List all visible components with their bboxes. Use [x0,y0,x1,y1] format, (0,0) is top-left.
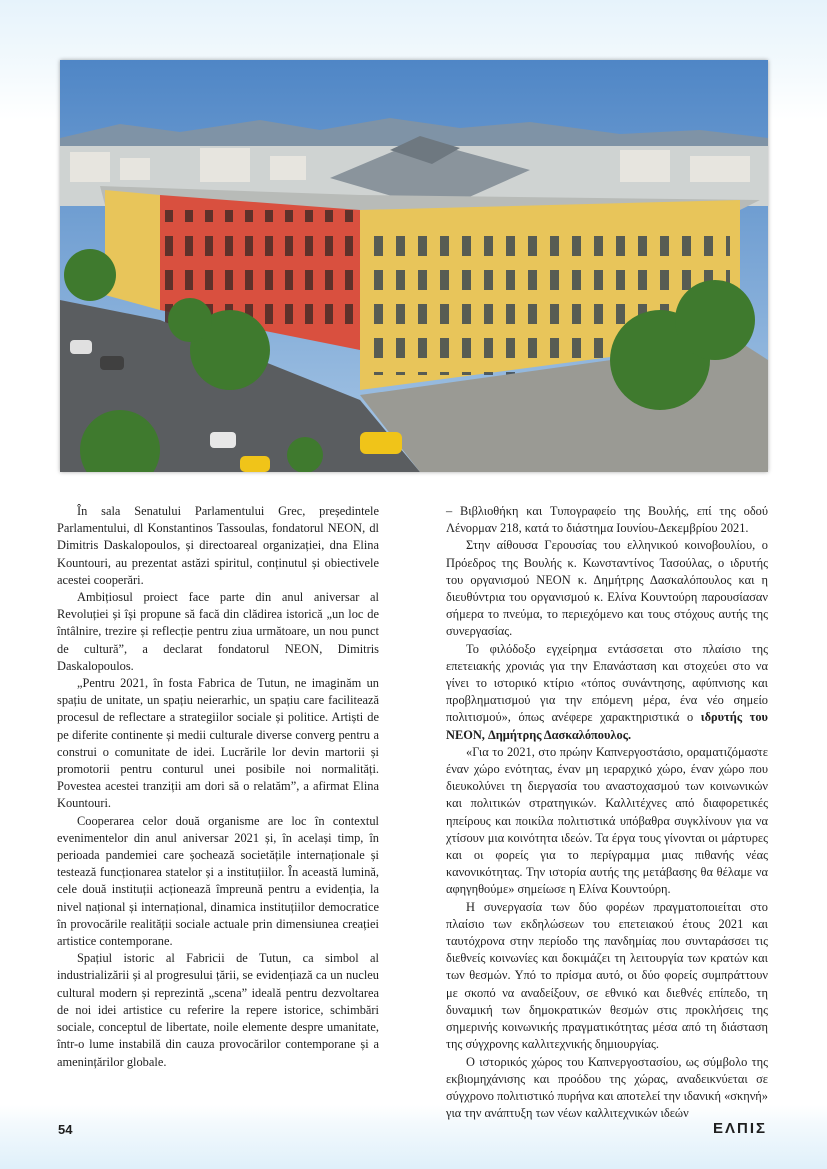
paragraph: „Pentru 2021, în fosta Fabrica de Tutun, ne imaginăm un spațiu de unitate, un spațiu neierarhic, un spațiu care facilitează procesul de reflectare a strategiilor sociale și politice. Artiști de pe diferite continente și medii culturale diverse converg pentru a construi o comunitate de idei. Lucrările lor devin martorii și promotorii pentru conturul unei posibile noi normalități. Povestea acestei tranziții am dori să o relatăm”, a afirmat Elina Kountouri. [57,676,379,811]
magazine-name: ΕΛΠΙΣ [712,1120,767,1137]
founder-name-bold: ιδρυτής του NEON, Δημήτρης Δασκαλόπουλος. [446,710,768,742]
paragraph: – Βιβλιοθήκη και Τυπογραφείο της Βουλής, επί της οδού Λένορμαν 218, κατά το διάστημα Ιουνίου-Δεκεμβρίου 2021. [446,504,768,536]
page-number: 54 [58,1122,73,1137]
paragraph: În sala Senatului Parlamentului Grec, președintele Parlamentului, dl Konstantinos Tassoulas, fondatorul NEON, dl Dimitris Daskalopoulos, și directoareal organizației, dna Elina Kountouri, au prezentat astăzi spiritul, conținutul și obiectivele acestei cooperări. [57,504,379,587]
paragraph: «Για το 2021, στο πρώην Καπνεργοστάσιο, οραματιζόμαστε έναν χώρο ενότητας, έναν μη ιεραρχικό χώρο, έναν χώρο που διευκολύνει τη διεργασία του αναστοχασμού των κοινωνικών και πολιτικών στρατηγικών. Καλλιτέχνες από διαφορετικές ηπείρους και ποικίλα πολιτιστικά υπόβαθρα συγκλίνουν για να χτίσουν μια κοινότητα ιδεών. Τα έργα τους γίνονται οι μάρτυρες και οι φορείς για το περίγραμμα μιας πιθανής νέας κανονικότητας. Την ιστορία αυτής της μετάβασης θα θέλαμε να αφηγηθούμε» σημείωσε η Ελίνα Κουντούρη. [446,744,768,897]
paragraph: Cooperarea celor două organisme are loc în contextul evenimentelor din anul aniversar 2021 și, în același timp, în perioada pandemiei care șochează societățile internaționale și testează funcționarea statelor și a instituțiilor. În această lumină, cele două instituții acționează împreună pentru a evidenția, la nivel național și internațional, dinamica instituțiilor democratice în provocările realității sociale actuale prin dimensiunea creației artistice contemporane. [57,813,379,949]
paragraph: Spațiul istoric al Fabricii de Tutun, ca simbol al industrializării și al progresului țării, se evidențiază ca un nucleu cultural modern și reprezintă „scena” ideală pentru dezvoltarea de noi idei artistice cu referire la repere istorice, schimbări sociale, conceptul de libertate, noile elemente despre umanitate, într-o lume instabilă din cauza provocărilor contemporane și a amenințărilor globale. [57,951,379,1069]
building-photo [60,60,768,472]
paragraph-text: Το φιλόδοξο εγχείρημα εντάσσεται στο πλαίσιο της επετειακής χρονιάς για την Επανάσταση και στοχεύει στο να γίνει το ιστορικό κτίριο «τόπος συνάντησης, αφύπνισης και προβληματισμού για την επόμενη μέρα, ένα νέο σημείο πολιτισμού», όπως ανέφερε χαρακτηριστικά ο [446,641,768,725]
paragraph: Ο ιστορικός χώρος του Καπνεργοστασίου, ως σύμβολο της εκβιομηχάνισης και προόδου της χώρας, αναδεικνύεται σε σύγχρονο πολιτιστικό πυρήνα και αποτελεί την ιδανική «σκηνή» για την ανάπτυξη των νέων καλλιτεχνικών ιδεών [446,1054,768,1121]
right-text-column [446,503,768,1122]
paragraph: Η συνεργασία των δύο φορέων πραγματοποιείται στο πλαίσιο των εκδηλώσεων του επετειακού έτους 2021 και ταυτόχρονα στην περίοδο της πανδημίας που συνταράσσει τις διεθνείς κοινωνίες και δοκιμάζει τη λειτουργία των κρατών και των θεσμών. Υπό το πρίσμα αυτό, οι δύο φορείς συμπράττουν με σκοπό να αναδείξουν, σε εθνικό και διεθνές επίπεδο, τη δυναμική των δημοκρατικών θεσμών στις προκλήσεις της σημερινής κοινωνικής πραγματικότητας μέσα από τη διάσταση της σύγχρονης καλλιτεχνικής δημιουργίας. [446,899,768,1052]
paragraph [446,641,768,744]
paragraph: Ambițiosul proiect face parte din anul aniversar al Revoluției și își propune să facă din clădirea istorică „un loc de întâlnire, trezire și reflecție pentru ziua următoare, un nou punct de cultură”, a declarat fondatorul NEON, Dimitris Daskalopoulos. [57,590,379,673]
left-text-column [57,503,379,1071]
paragraph: Στην αίθουσα Γερουσίας του ελληνικού κοινοβουλίου, ο Πρόεδρος της Βουλής κ. Κωνσταντίνος Τασούλας, ο ιδρυτής του οργανισμού NEON κ. Δημήτρης Δασκαλόπουλος και η διευθύντρια του οργανισμού κ. Ελίνα Κουντούρη παρουσίασαν σήμερα το πνεύμα, το περιεχόμενο και τους στόχους αυτής της συνεργασίας. [446,538,768,639]
